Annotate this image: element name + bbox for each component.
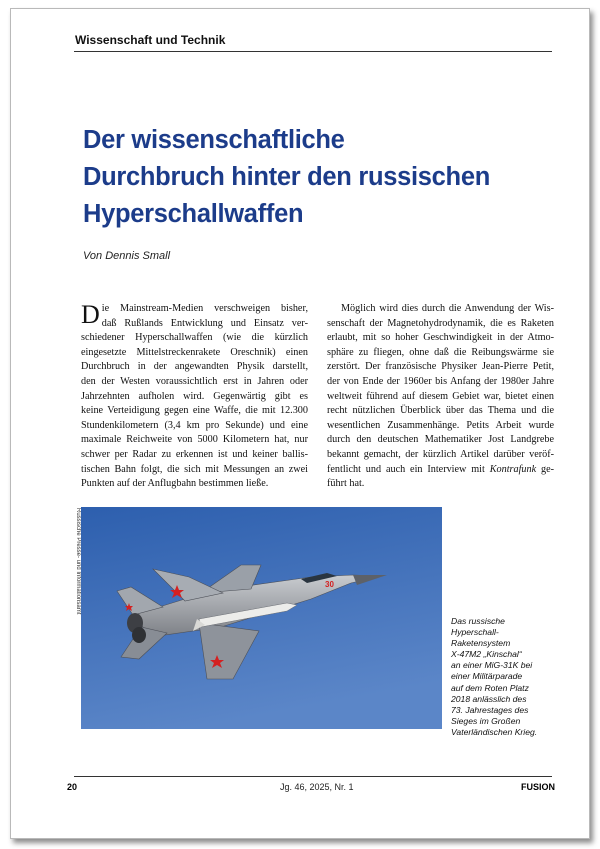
col2-line: führt hat. — [327, 478, 365, 490]
col2-hyphen-tail: ge- — [536, 463, 555, 475]
caption-line: Das russische — [451, 616, 505, 626]
caption-line: Raketensystem — [451, 638, 511, 649]
col2-line-with-italic — [327, 463, 554, 478]
col1-line: maximale Reichweite von 5000 Kilometern hat, nur — [81, 434, 308, 446]
caption-line: auf dem Roten Platz — [451, 682, 529, 693]
col1-line: daß Rußlands Entwicklung und Einsatz ver- — [101, 317, 308, 329]
caption-line: Hyperschall- — [451, 627, 499, 638]
byline: Von Dennis Small — [83, 250, 171, 262]
caption-line: Vaterländischen Krieg. — [451, 726, 538, 737]
mig31-photo — [81, 507, 442, 729]
col1-line: Stundenkilometern (3,4 km pro Sekunde) und eine — [81, 419, 308, 431]
col1-line: schiedener Hyperschallwaffen (wie die kürzlich — [81, 332, 308, 344]
col2-line: fentlicht und auch ein Interview mit — [327, 463, 485, 475]
col1-line: Jahrzehnten aufholen wird. Gegenwärtig gibt es — [81, 390, 308, 402]
col2-line: weltweit führend auf diesem Gebiet war, bietet einen — [327, 390, 554, 402]
footer-rule — [74, 776, 552, 777]
col2-line: der von Ende der 1960er bis Anfang der 1980er Jahre — [327, 375, 554, 387]
kontrafunk-italic: Kontrafunk — [489, 463, 537, 475]
col1-line: Punkten auf der Anflugbahn bestimmen ließe. — [81, 478, 269, 490]
title-line-1: Der wissenschaftliche — [83, 126, 345, 154]
col2-line: durch den deutschen Mathematiker Jost Landgrebe — [327, 434, 554, 446]
col1-line: den der Westen voraussichtlich erst in Jahren oder — [81, 375, 308, 387]
col1-line: schwer per Radar zu erkennen ist und keiner ballis- — [81, 448, 308, 460]
col1-line: Durchbruch in der angewandten Physik darstellt, — [81, 361, 308, 373]
col2-line: senschaft der Magnetohydrodynamik, die es Raketen — [327, 317, 554, 329]
col2-line: Möglich wird dies durch die Anwendung der Wis- — [341, 303, 554, 314]
col1-line: tischen Bahn folgt, die sich mit Messungen an zwei — [81, 463, 308, 475]
aircraft-number: 30 — [325, 580, 334, 589]
col1-line: ie Mainstream-Medien verschweigen bisher, — [101, 303, 308, 314]
caption-line: an einer MiG-31K bei — [451, 660, 533, 671]
section-header: Wissenschaft und Technik — [75, 33, 226, 47]
dropcap: D — [81, 300, 100, 329]
figure-caption — [451, 616, 561, 738]
col1-line: eingesetzte Mittelstreckenrakete Oreschnik) einen — [81, 346, 308, 358]
caption-line: X-47M2 „Kinschal“ — [451, 649, 522, 660]
caption-line: einer Militärparade — [451, 671, 523, 682]
caption-line: Sieges im Großen — [451, 715, 521, 726]
col1-line: keine Verteidigung gegen eine Waffe, die mit 12.300 — [81, 405, 308, 417]
column-right — [327, 302, 554, 492]
col2-line: wesentlichen Zusammenhänge. Petits Arbeit wurde — [327, 419, 554, 431]
col2-line: erlaubt, mit so hoher Geschwindigkeit in der Atmo- — [327, 332, 554, 344]
col2-line: sphäre zu fliegen, ohne daß die Reibungswärme sie — [327, 346, 554, 358]
article-title — [83, 122, 553, 233]
dropcap-paragraph-start — [81, 302, 308, 331]
title-line-3: Hyperschallwaffen — [83, 200, 304, 228]
mig31-photo-illustration — [81, 507, 442, 729]
caption-line: 2018 anlässlich des — [451, 693, 527, 704]
header-rule — [74, 51, 552, 52]
col2-line: recht nützlichen Überblick über das Thema und die — [327, 405, 554, 417]
journal-name: FUSION — [521, 782, 556, 792]
col2-line: bekannt gemacht, der kürzlich Artikel darüber veröf- — [327, 448, 554, 460]
page-number: 20 — [67, 782, 78, 792]
caption-line: 73. Jahrestages des — [451, 704, 529, 715]
photo-credit-text: Russische Presse- und Informationsamt — [75, 508, 81, 615]
issue-info: Jg. 46, 2025, Nr. 1 — [280, 782, 354, 792]
column-left — [81, 302, 308, 492]
title-line-2: Durchbruch hinter den russischen — [83, 163, 490, 191]
col2-line: zerstört. Der französische Physiker Jean-Pierre Petit, — [327, 361, 554, 373]
